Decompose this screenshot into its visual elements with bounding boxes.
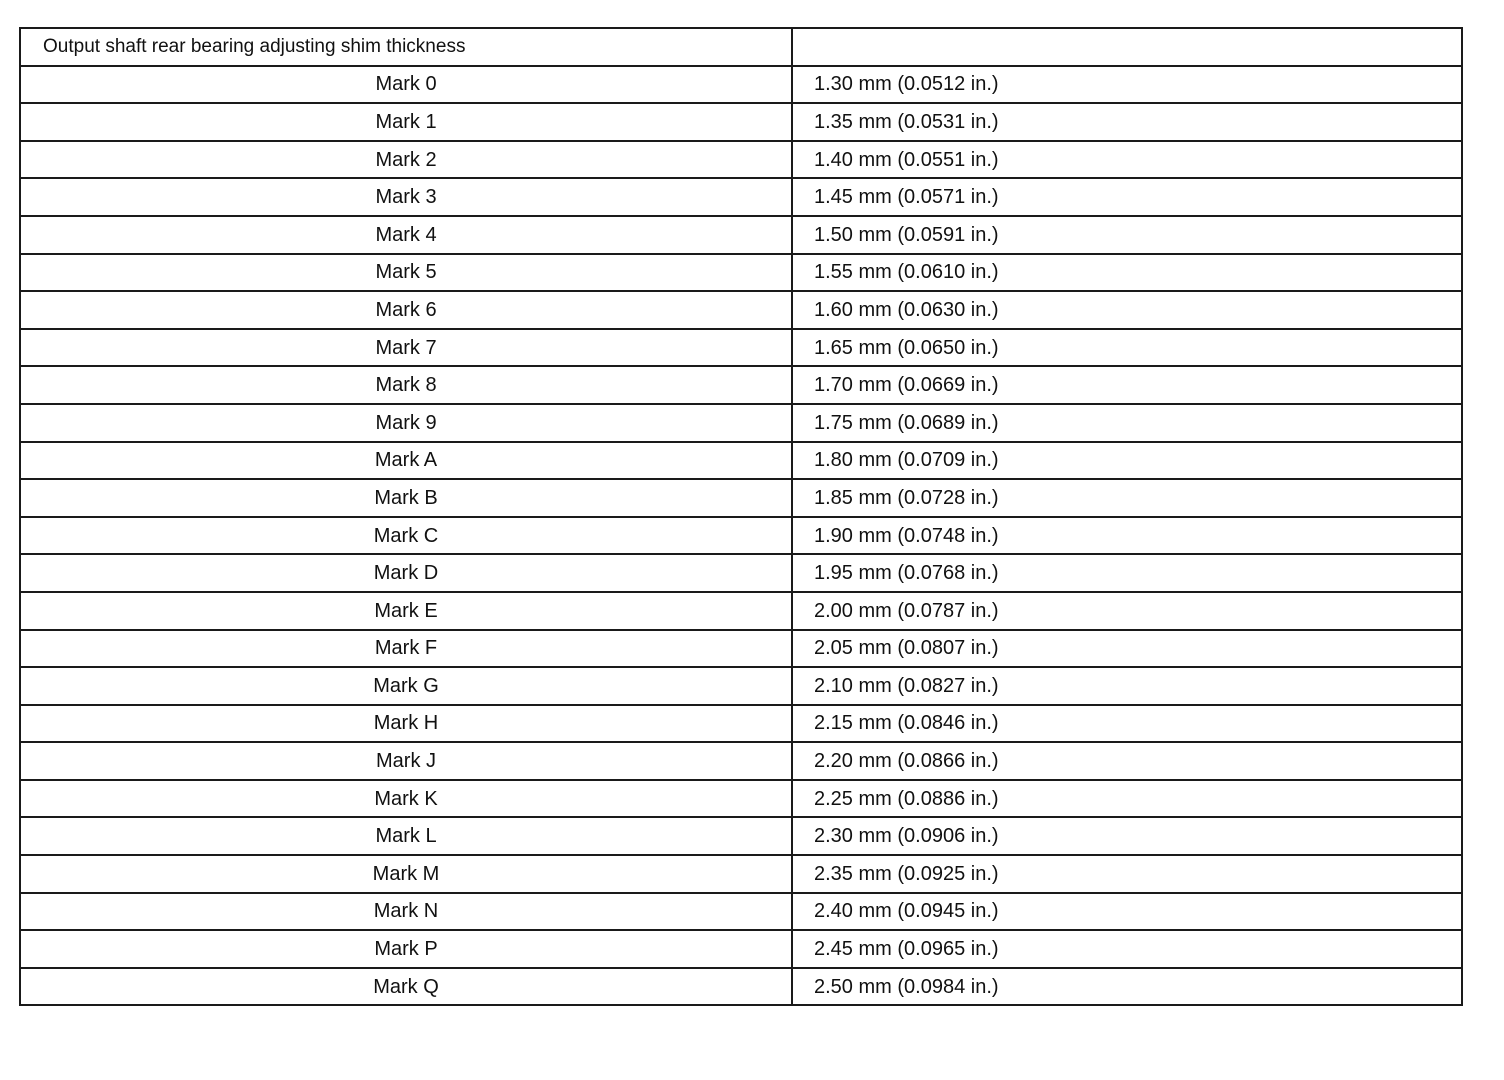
shim-mark: Mark 5	[20, 254, 792, 292]
shim-thickness: 2.25 mm (0.0886 in.)	[792, 780, 1462, 818]
shim-mark: Mark D	[20, 554, 792, 592]
table-row	[20, 817, 1462, 855]
shim-thickness: 2.20 mm (0.0866 in.)	[792, 742, 1462, 780]
shim-mark: Mark Q	[20, 968, 792, 1006]
table-title-value	[792, 28, 1462, 66]
table-body	[20, 28, 1462, 1005]
shim-thickness: 2.30 mm (0.0906 in.)	[792, 817, 1462, 855]
shim-thickness: 2.05 mm (0.0807 in.)	[792, 630, 1462, 668]
shim-mark: Mark 2	[20, 141, 792, 179]
shim-thickness: 2.40 mm (0.0945 in.)	[792, 893, 1462, 931]
shim-thickness: 1.40 mm (0.0551 in.)	[792, 141, 1462, 179]
table-row	[20, 630, 1462, 668]
table-row	[20, 254, 1462, 292]
shim-thickness: 1.50 mm (0.0591 in.)	[792, 216, 1462, 254]
shim-thickness: 1.75 mm (0.0689 in.)	[792, 404, 1462, 442]
shim-mark: Mark E	[20, 592, 792, 630]
shim-thickness: 1.85 mm (0.0728 in.)	[792, 479, 1462, 517]
table-row	[20, 554, 1462, 592]
shim-mark: Mark G	[20, 667, 792, 705]
table-row	[20, 479, 1462, 517]
shim-mark: Mark 6	[20, 291, 792, 329]
shim-thickness: 1.30 mm (0.0512 in.)	[792, 66, 1462, 104]
table-row	[20, 855, 1462, 893]
shim-mark: Mark N	[20, 893, 792, 931]
shim-mark: Mark B	[20, 479, 792, 517]
shim-thickness: 1.65 mm (0.0650 in.)	[792, 329, 1462, 367]
shim-mark: Mark K	[20, 780, 792, 818]
shim-mark: Mark C	[20, 517, 792, 555]
table-row	[20, 178, 1462, 216]
table-row	[20, 366, 1462, 404]
table-header-row	[20, 28, 1462, 66]
shim-mark: Mark P	[20, 930, 792, 968]
table-row	[20, 930, 1462, 968]
shim-mark: Mark 3	[20, 178, 792, 216]
shim-thickness: 2.35 mm (0.0925 in.)	[792, 855, 1462, 893]
table-row	[20, 742, 1462, 780]
table-row	[20, 103, 1462, 141]
shim-thickness: 2.00 mm (0.0787 in.)	[792, 592, 1462, 630]
shim-mark: Mark F	[20, 630, 792, 668]
table-row	[20, 329, 1462, 367]
shim-thickness: 2.50 mm (0.0984 in.)	[792, 968, 1462, 1006]
shim-mark: Mark 9	[20, 404, 792, 442]
shim-mark: Mark 0	[20, 66, 792, 104]
shim-mark: Mark A	[20, 442, 792, 480]
shim-thickness: 1.95 mm (0.0768 in.)	[792, 554, 1462, 592]
table-row	[20, 216, 1462, 254]
shim-mark: Mark 8	[20, 366, 792, 404]
table-row	[20, 592, 1462, 630]
table-row	[20, 968, 1462, 1006]
shim-mark: Mark H	[20, 705, 792, 743]
table-row	[20, 893, 1462, 931]
shim-thickness: 1.45 mm (0.0571 in.)	[792, 178, 1462, 216]
shim-mark: Mark 1	[20, 103, 792, 141]
table-row	[20, 780, 1462, 818]
table-row	[20, 291, 1462, 329]
shim-thickness: 1.60 mm (0.0630 in.)	[792, 291, 1462, 329]
table-row	[20, 141, 1462, 179]
shim-mark: Mark L	[20, 817, 792, 855]
shim-mark: Mark J	[20, 742, 792, 780]
table-row	[20, 66, 1462, 104]
shim-mark: Mark 4	[20, 216, 792, 254]
shim-thickness: 2.15 mm (0.0846 in.)	[792, 705, 1462, 743]
shim-thickness: 1.70 mm (0.0669 in.)	[792, 366, 1462, 404]
table-row	[20, 442, 1462, 480]
table-title: Output shaft rear bearing adjusting shim thickness	[20, 28, 792, 66]
table-row	[20, 404, 1462, 442]
shim-thickness: 1.90 mm (0.0748 in.)	[792, 517, 1462, 555]
shim-mark: Mark 7	[20, 329, 792, 367]
shim-thickness: 1.35 mm (0.0531 in.)	[792, 103, 1462, 141]
shim-thickness: 1.55 mm (0.0610 in.)	[792, 254, 1462, 292]
table-row	[20, 667, 1462, 705]
shim-thickness-table	[19, 27, 1463, 1006]
shim-mark: Mark M	[20, 855, 792, 893]
table-row	[20, 517, 1462, 555]
shim-thickness: 2.10 mm (0.0827 in.)	[792, 667, 1462, 705]
shim-thickness: 1.80 mm (0.0709 in.)	[792, 442, 1462, 480]
shim-thickness: 2.45 mm (0.0965 in.)	[792, 930, 1462, 968]
table-row	[20, 705, 1462, 743]
